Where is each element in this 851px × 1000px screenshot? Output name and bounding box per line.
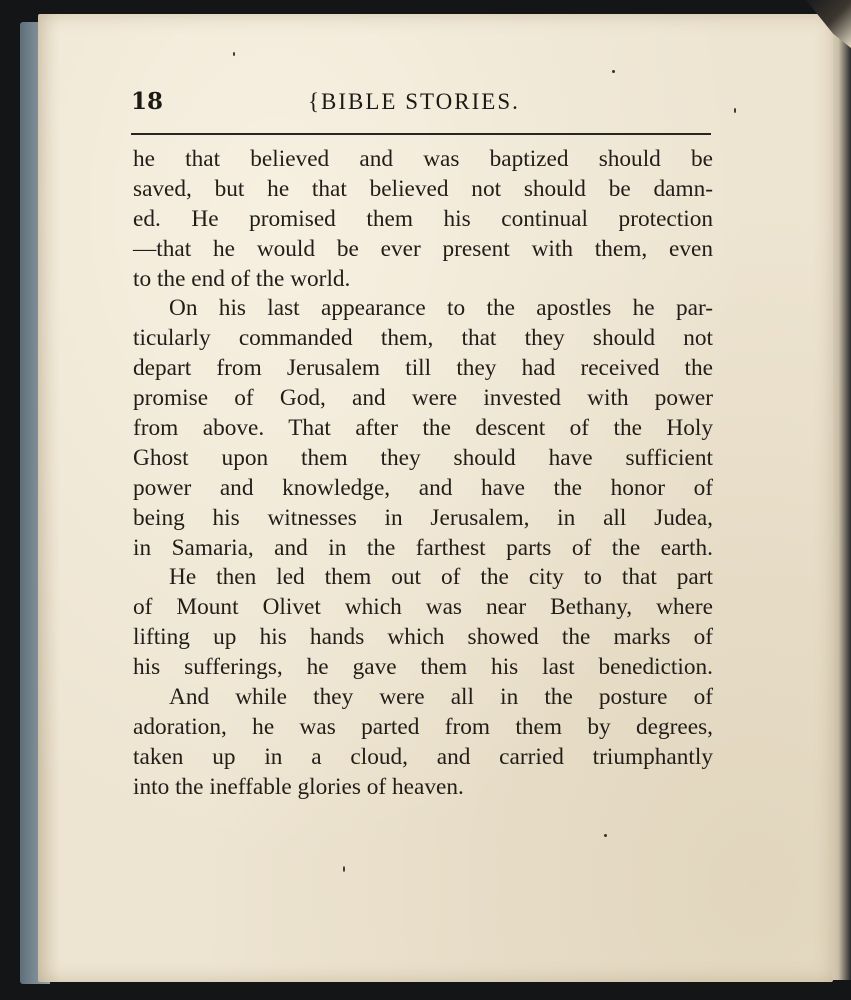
text-line: in Samaria, and in the farthest parts of the earth. bbox=[133, 534, 713, 561]
text-line: to the end of the world. bbox=[133, 265, 351, 292]
text-line: —that he would be ever present with them, even bbox=[133, 235, 713, 262]
text-line: he that believed and was baptized should be bbox=[133, 146, 713, 172]
text-line: power and knowledge, and have the honor of bbox=[133, 474, 713, 501]
text-line: ed. He promised them his continual protection bbox=[133, 205, 713, 232]
text-line: adoration, he was parted from them by degrees, bbox=[133, 713, 713, 740]
paper-speck bbox=[233, 52, 235, 56]
text-line: ticularly commanded them, that they should not bbox=[133, 325, 713, 352]
page-edge bbox=[830, 20, 851, 980]
page-header bbox=[131, 88, 711, 124]
paper-speck bbox=[604, 834, 607, 837]
text-line: from above. That after the descent of the Holy bbox=[133, 415, 713, 442]
text-line: his sufferings, he gave them his last benediction. bbox=[133, 654, 713, 681]
text-line: And while they were all in the posture of bbox=[169, 684, 713, 711]
paper-speck bbox=[734, 108, 736, 113]
text-line: saved, but he that believed not should be damn- bbox=[133, 175, 713, 202]
text-line: He then led them out of the city to that part bbox=[169, 564, 713, 591]
text-line: depart from Jerusalem till they had received the bbox=[133, 355, 713, 382]
header-rule bbox=[131, 133, 711, 135]
text-line: lifting up his hands which showed the marks of bbox=[133, 624, 713, 651]
paper-speck bbox=[343, 866, 345, 872]
text-line: of Mount Olivet which was near Bethany, where bbox=[133, 594, 713, 621]
running-title: {BIBLE STORIES. bbox=[308, 89, 520, 114]
text-line: promise of God, and were invested with power bbox=[133, 385, 713, 412]
text-line: On his last appearance to the apostles he par- bbox=[169, 295, 713, 322]
body-text bbox=[133, 145, 713, 803]
paper-speck bbox=[612, 70, 615, 73]
text-line: Ghost upon them they should have sufficient bbox=[133, 444, 713, 471]
text-line: being his witnesses in Jerusalem, in all Judea, bbox=[133, 504, 713, 531]
text-line: into the ineffable glories of heaven. bbox=[133, 773, 464, 800]
page-number: 18 bbox=[131, 88, 164, 115]
text-line: taken up in a cloud, and carried triumphantly bbox=[133, 743, 713, 770]
